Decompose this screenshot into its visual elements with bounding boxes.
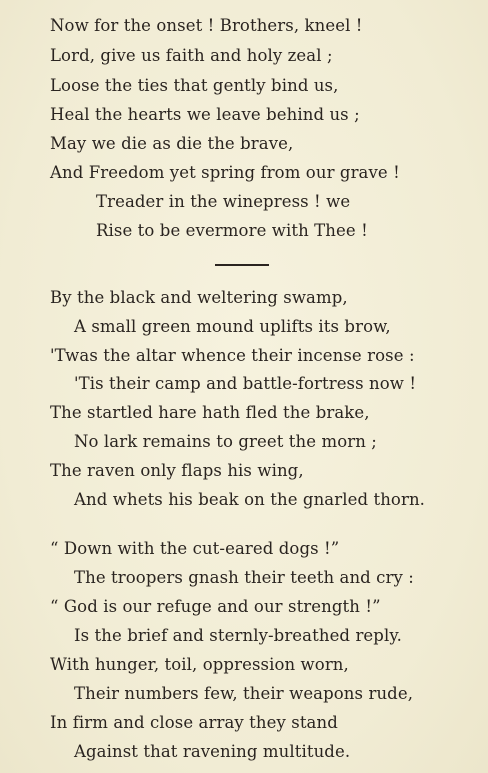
stanza1-line6: And Freedom yet spring from our grave ! — [50, 163, 400, 182]
stanza2-line4: 'Tis their camp and battle-fortress now ! — [74, 374, 417, 393]
stanza3-line8: Against that ravening multitude. — [74, 742, 351, 761]
stanza3-line5: With hunger, toil, oppression worn, — [50, 655, 349, 674]
stanza1-line5: May we die as die the brave, — [50, 134, 294, 153]
stanza1-line1: Now for the onset ! Brothers, kneel ! — [50, 16, 363, 35]
stanza1-line8: Rise to be evermore with Thee ! — [96, 221, 368, 240]
stanza2-line2: A small green mound uplifts its brow, — [74, 317, 391, 336]
stanza1-line7: Treader in the winepress ! we — [96, 192, 351, 211]
stanza1-line4: Heal the hearts we leave behind us ; — [50, 105, 360, 124]
stanza2-line6: No lark remains to greet the morn ; — [74, 432, 377, 451]
stanza1-line3: Loose the ties that gently bind us, — [50, 76, 339, 95]
stanza3-line3: “ God is our refuge and our strength !” — [50, 597, 381, 616]
section-divider — [215, 264, 269, 266]
stanza1-line2: Lord, give us faith and holy zeal ; — [50, 46, 333, 65]
stanza2-line1: By the black and weltering swamp, — [50, 288, 348, 307]
stanza2-line8: And whets his beak on the gnarled thorn. — [74, 490, 426, 509]
stanza2-line5: The startled hare hath fled the brake, — [50, 403, 370, 422]
stanza3-line7: In firm and close array they stand — [50, 713, 338, 732]
stanza3-line1: “ Down with the cut-eared dogs !” — [50, 539, 340, 558]
stanza3-line6: Their numbers few, their weapons rude, — [74, 684, 414, 703]
stanza3-line2: The troopers gnash their teeth and cry : — [74, 568, 414, 587]
stanza2-line7: The raven only flaps his wing, — [50, 461, 304, 480]
stanza2-line3: 'Twas the altar whence their incense rose : — [50, 346, 415, 365]
stanza3-line4: Is the brief and sternly-breathed reply. — [74, 626, 402, 645]
